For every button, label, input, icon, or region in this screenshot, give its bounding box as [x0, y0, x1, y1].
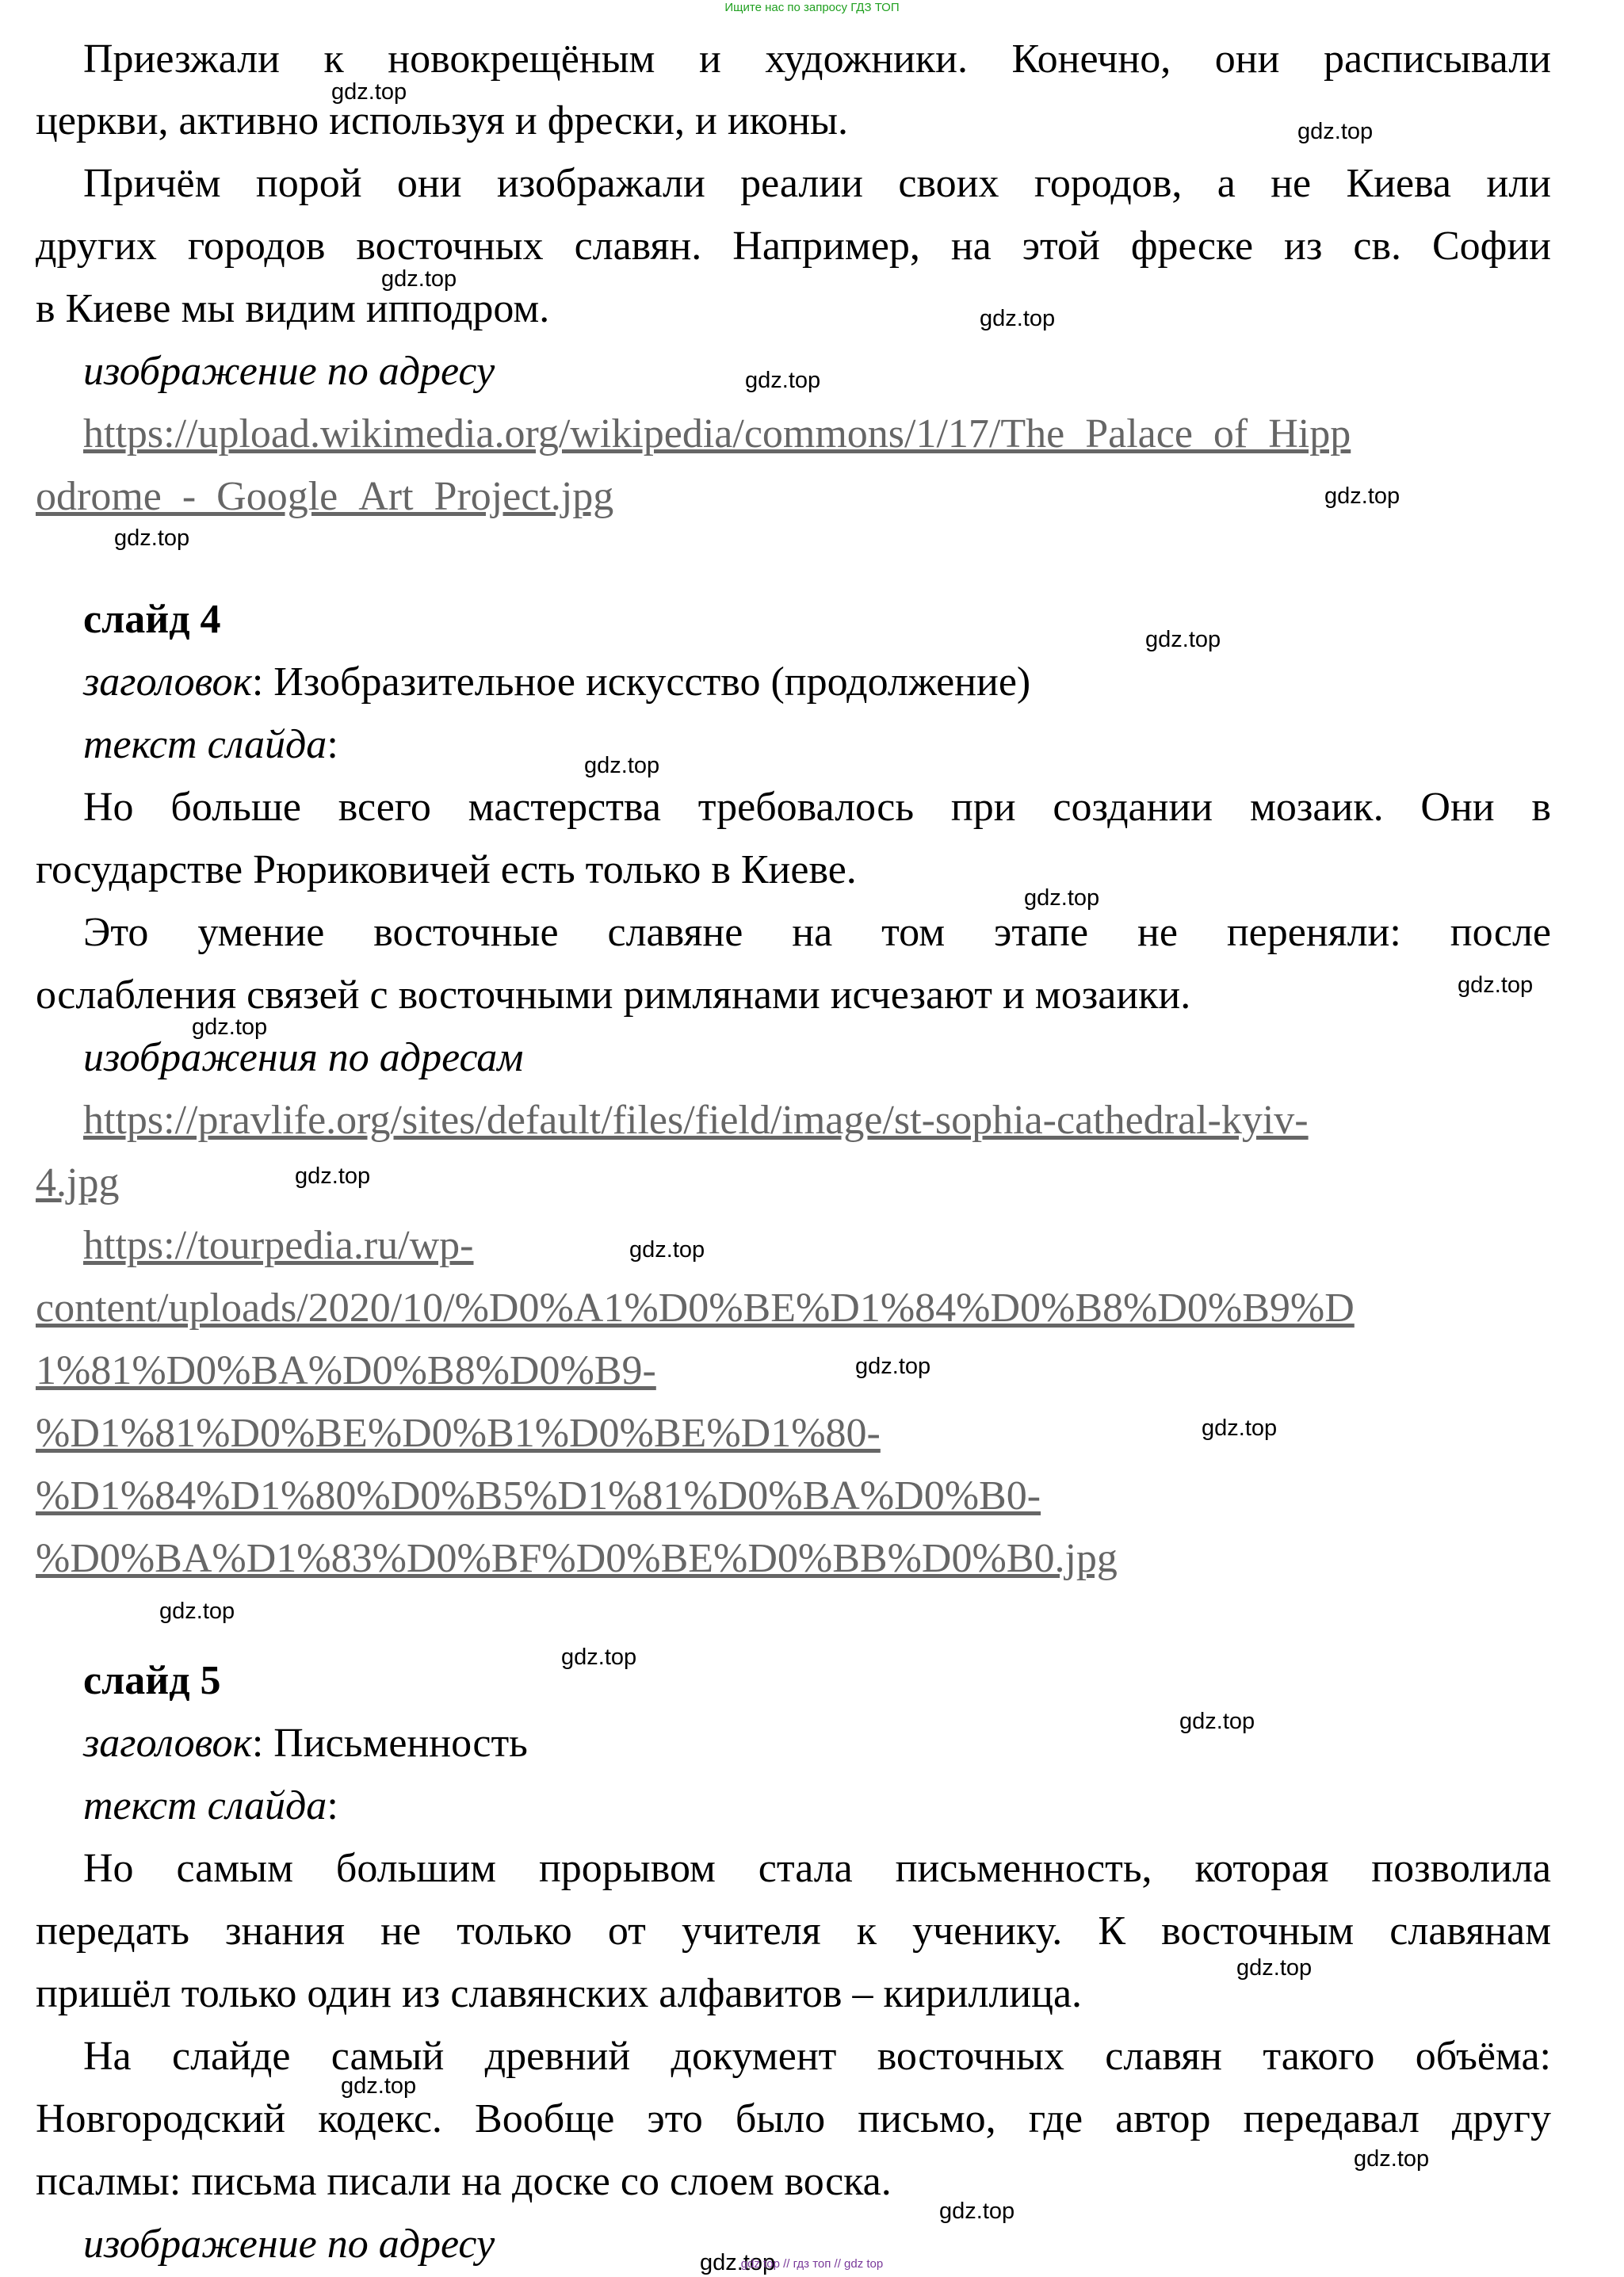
watermark: gdz.top — [192, 1014, 268, 1040]
watermark: gdz.top — [939, 2199, 1015, 2224]
watermark: gdz.top — [341, 2073, 417, 2099]
paragraph-line: государстве Рюриковичей есть только в Киеве. — [36, 847, 857, 892]
watermark: gdz.top — [114, 525, 190, 551]
footer-banner: gdz top // гдз топ // gdz top — [740, 2257, 884, 2271]
watermark: gdz.top — [980, 306, 1056, 331]
paragraph-line: церкви, активно используя и фрески, и иконы. — [36, 98, 849, 143]
watermark: gdz.top — [1202, 1415, 1278, 1441]
watermark: gdz.top — [381, 266, 457, 292]
watermark: gdz.top — [700, 2250, 776, 2275]
image-link[interactable]: %D1%84%D1%80%D0%B5%D1%81%D0%BA%D0%B0- — [36, 1473, 1041, 1519]
image-link[interactable]: https://pravlife.org/sites/default/files/field/image/st-sophia-cathedral-kyiv- — [83, 1098, 1309, 1143]
image-link[interactable]: https://tourpedia.ru/wp- — [83, 1223, 474, 1268]
watermark: gdz.top — [1458, 972, 1534, 998]
colon: : — [327, 1783, 338, 1828]
paragraph-line: ослабления связей с восточными римлянами исчезают и мозаики. — [36, 972, 1191, 1018]
watermark: gdz.top — [855, 1354, 931, 1379]
paragraph-line: Но самым большим прорывом стала письменность, которая позволила — [83, 1846, 1551, 1891]
watermark: gdz.top — [1236, 1955, 1313, 1981]
watermark: gdz.top — [1024, 885, 1100, 911]
paragraph-line: Но больше всего мастерства требовалось при создании мозаик. Они в — [83, 785, 1551, 830]
paragraph-line: Это умение восточные славяне на том этапе не переняли: после — [83, 910, 1551, 955]
image-address-label: изображение по адресу — [83, 2222, 495, 2267]
paragraph-line: в Киеве мы видим ипподром. — [36, 286, 550, 331]
watermark: gdz.top — [561, 1645, 637, 1670]
watermark: gdz.top — [745, 368, 821, 393]
image-link[interactable]: 4.jpg — [36, 1160, 120, 1205]
header-banner: Ищите нас по запросу ГДЗ ТОП — [724, 1, 900, 14]
watermark: gdz.top — [331, 79, 407, 105]
title-label: заголовок — [83, 1721, 252, 1766]
image-address-label: изображения по адресам — [83, 1035, 524, 1080]
paragraph-line: псалмы: письма писали на доске со слоем воска. — [36, 2159, 892, 2204]
slide-heading: слайд 4 — [83, 597, 221, 642]
slide-text-label-line — [36, 721, 338, 769]
colon: : — [327, 722, 338, 767]
watermark: gdz.top — [629, 1237, 705, 1263]
image-link[interactable]: https://upload.wikimedia.org/wikipedia/commons/1/17/The_Palace_of_Hipp — [83, 411, 1351, 457]
watermark: gdz.top — [584, 753, 660, 778]
slide-text-label-line — [36, 1782, 338, 1830]
slide-title: : Изобразительное искусство (продолжение) — [251, 659, 1031, 705]
watermark: gdz.top — [1324, 483, 1400, 509]
paragraph-line: На слайде самый древний документ восточных славян такого объёма: — [83, 2034, 1551, 2079]
image-address-label: изображение по адресу — [83, 349, 495, 394]
watermark: gdz.top — [1145, 627, 1221, 652]
paragraph-line: других городов восточных славян. Например, на этой фреске из св. Софии — [36, 223, 1551, 269]
title-label: заголовок — [83, 659, 252, 705]
slide-title: : Письменность — [251, 1721, 528, 1766]
watermark: gdz.top — [159, 1599, 235, 1624]
paragraph-line: Приезжали к новокрещёным и художники. Конечно, они расписывали — [83, 36, 1551, 82]
watermark: gdz.top — [1179, 1709, 1255, 1734]
slide-title-line — [36, 1720, 528, 1767]
image-link[interactable]: %D0%BA%D1%83%D0%BF%D0%BE%D0%BB%D0%B0.jpg — [36, 1536, 1118, 1581]
image-link[interactable]: 1%81%D0%BA%D0%B8%D0%B9- — [36, 1348, 656, 1393]
slide-text-label: текст слайда — [83, 722, 327, 767]
watermark: gdz.top — [1297, 119, 1374, 144]
paragraph-line: пришёл только один из славянских алфавитов – кириллица. — [36, 1971, 1083, 2016]
slide-text-label: текст слайда — [83, 1783, 327, 1828]
slide-heading: слайд 5 — [83, 1658, 221, 1703]
image-link[interactable]: %D1%81%D0%BE%D0%B1%D0%BE%D1%80- — [36, 1411, 881, 1456]
watermark: gdz.top — [1354, 2146, 1430, 2172]
slide-title-line — [36, 659, 1030, 706]
watermark: gdz.top — [295, 1163, 371, 1189]
image-link[interactable]: content/uploads/2020/10/%D0%A1%D0%BE%D1%84%D0%B8%D0%B9%D — [36, 1286, 1355, 1331]
paragraph-line: Новгородский кодекс. Вообще это было письмо, где автор передавал другу — [36, 2096, 1551, 2141]
image-link[interactable]: odrome_-_Google_Art_Project.jpg — [36, 474, 614, 519]
paragraph-line: передать знания не только от учителя к ученику. К восточным славянам — [36, 1908, 1551, 1954]
paragraph-line: Причём порой они изображали реалии своих городов, а не Киева или — [83, 161, 1551, 206]
